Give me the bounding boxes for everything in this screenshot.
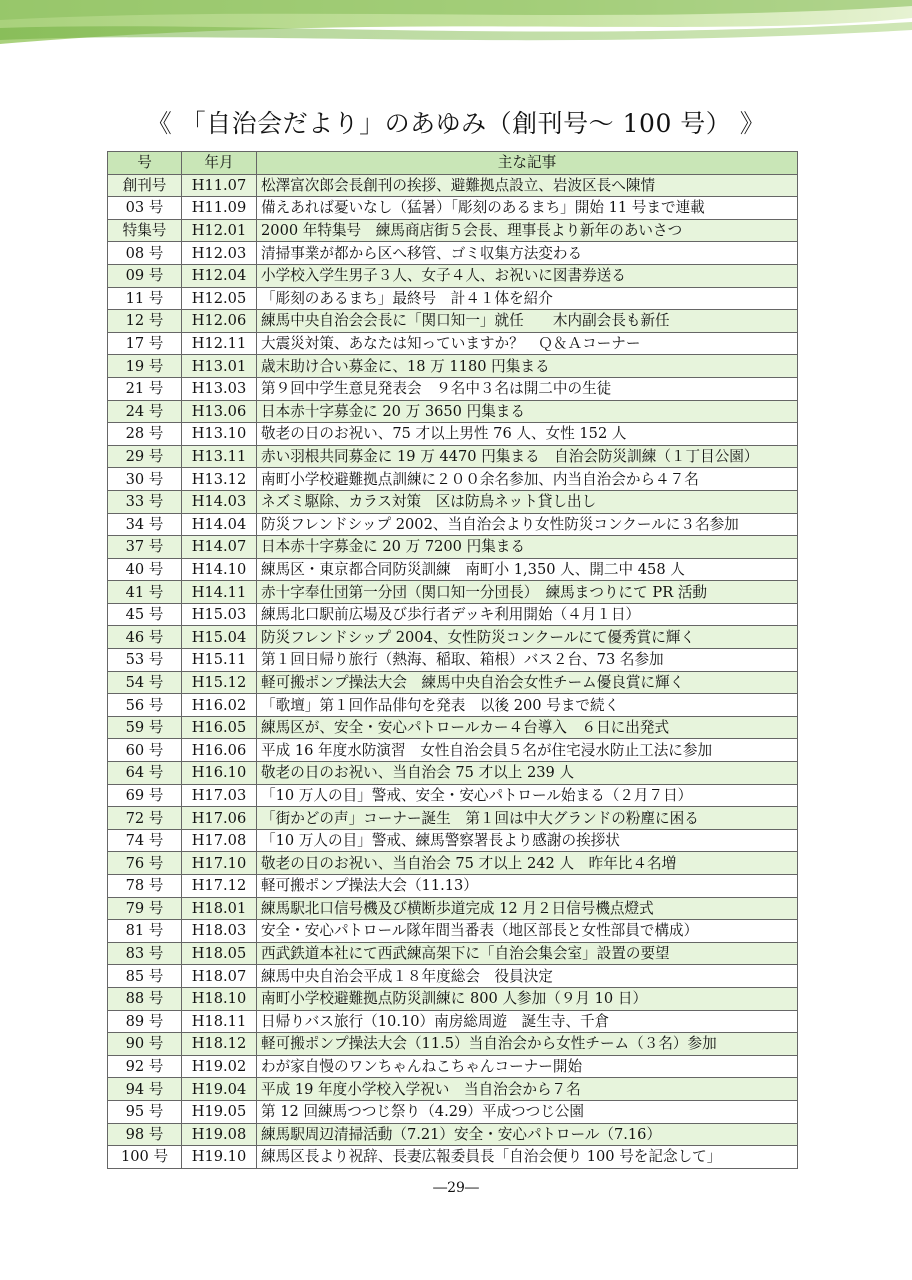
article-cell: 西武鉄道本社にて西武練高架下に「自治会集会室」設置の要望 — [257, 942, 798, 965]
date-cell: H12.11 — [182, 332, 257, 355]
issue-cell: 79 号 — [108, 897, 182, 920]
issue-cell: 88 号 — [108, 987, 182, 1010]
article-cell: わが家自慢のワンちゃんねこちゃんコーナー開始 — [257, 1055, 798, 1078]
date-cell: H14.10 — [182, 558, 257, 581]
table-row — [108, 897, 798, 920]
article-cell: 敬老の日のお祝い、当自治会 75 才以上 239 人 — [257, 762, 798, 785]
date-cell: H16.06 — [182, 739, 257, 762]
date-cell: H19.02 — [182, 1055, 257, 1078]
table-row — [108, 219, 798, 242]
issue-cell: 85 号 — [108, 965, 182, 988]
date-cell: H15.11 — [182, 649, 257, 672]
history-table — [107, 151, 798, 1169]
table-row — [108, 829, 798, 852]
article-cell: 小学校入学生男子３人、女子４人、お祝いに図書券送る — [257, 264, 798, 287]
date-cell: H19.04 — [182, 1078, 257, 1101]
article-cell: 敬老の日のお祝い、75 才以上男性 76 人、女性 152 人 — [257, 423, 798, 446]
table-row — [108, 332, 798, 355]
date-cell: H13.03 — [182, 377, 257, 400]
article-cell: 安全・安心パトロール隊年間当番表（地区部長と女性部員で構成） — [257, 920, 798, 943]
date-cell: H12.06 — [182, 310, 257, 333]
date-cell: H17.12 — [182, 875, 257, 898]
article-cell: 第９回中学生意見発表会 ９名中３名は開二中の生徒 — [257, 377, 798, 400]
table-row — [108, 987, 798, 1010]
article-cell: 練馬区・東京都合同防災訓練 南町小 1,350 人、開二中 458 人 — [257, 558, 798, 581]
table-row — [108, 603, 798, 626]
date-cell: H13.12 — [182, 468, 257, 491]
issue-cell: 41 号 — [108, 581, 182, 604]
date-cell: H12.04 — [182, 264, 257, 287]
issue-cell: 21 号 — [108, 377, 182, 400]
issue-cell: 100 号 — [108, 1146, 182, 1169]
date-cell: H18.07 — [182, 965, 257, 988]
article-cell: 「歌壇」第１回作品俳句を発表 以後 200 号まで続く — [257, 694, 798, 717]
issue-cell: 11 号 — [108, 287, 182, 310]
table-row — [108, 739, 798, 762]
table-row — [108, 762, 798, 785]
date-cell: H13.01 — [182, 355, 257, 378]
date-cell: H14.11 — [182, 581, 257, 604]
date-cell: H18.12 — [182, 1033, 257, 1056]
article-cell: 練馬駅周辺清掃活動（7.21）安全・安心パトロール（7.16） — [257, 1123, 798, 1146]
issue-cell: 54 号 — [108, 671, 182, 694]
article-cell: 「10 万人の目」警戒、安全・安心パトロール始まる（２月７日） — [257, 784, 798, 807]
table-row — [108, 264, 798, 287]
issue-cell: 34 号 — [108, 513, 182, 536]
article-cell: 日本赤十字募金に 20 万 7200 円集まる — [257, 536, 798, 559]
issue-cell: 28 号 — [108, 423, 182, 446]
page-number: ―29― — [433, 1180, 479, 1196]
table-row — [108, 468, 798, 491]
issue-cell: 53 号 — [108, 649, 182, 672]
column-header-issue: 号 — [108, 152, 182, 175]
issue-cell: 45 号 — [108, 603, 182, 626]
date-cell: H19.05 — [182, 1100, 257, 1123]
issue-cell: 37 号 — [108, 536, 182, 559]
table-row — [108, 694, 798, 717]
article-cell: 練馬区長より祝辞、長妻広報委員長「自治会便り 100 号を記念して」 — [257, 1146, 798, 1169]
date-cell: H12.03 — [182, 242, 257, 265]
article-cell: 清掃事業が都から区へ移管、ゴミ収集方法変わる — [257, 242, 798, 265]
article-cell: 軽可搬ポンプ操法大会（11.13） — [257, 875, 798, 898]
table-row — [108, 807, 798, 830]
article-cell: 「街かどの声」コーナー誕生 第１回は中大グランドの粉塵に困る — [257, 807, 798, 830]
issue-cell: 78 号 — [108, 875, 182, 898]
article-cell: 南町小学校避難拠点訓練に２００余名参加、内当自治会から４７名 — [257, 468, 798, 491]
table-row — [108, 1100, 798, 1123]
article-cell: 南町小学校避難拠点防災訓練に 800 人参加（９月 10 日） — [257, 987, 798, 1010]
issue-cell: 09 号 — [108, 264, 182, 287]
article-cell: 第 12 回練馬つつじ祭り（4.29）平成つつじ公園 — [257, 1100, 798, 1123]
table-row — [108, 875, 798, 898]
date-cell: H15.12 — [182, 671, 257, 694]
decorative-header-banner — [0, 0, 912, 60]
date-cell: H13.11 — [182, 445, 257, 468]
table-row — [108, 1055, 798, 1078]
table-row — [108, 671, 798, 694]
article-cell: 赤十字奉仕団第一分団（関口知一分団長） 練馬まつりにて PR 活動 — [257, 581, 798, 604]
table-row — [108, 490, 798, 513]
article-cell: 防災フレンドシップ 2004、女性防災コンクールにて優秀賞に輝く — [257, 626, 798, 649]
table-row — [108, 649, 798, 672]
article-cell: 日帰りバス旅行（10.10）南房総周遊 誕生寺、千倉 — [257, 1010, 798, 1033]
table-row — [108, 310, 798, 333]
table-row — [108, 287, 798, 310]
table-row — [108, 852, 798, 875]
date-cell: H16.05 — [182, 716, 257, 739]
article-cell: 練馬北口駅前広場及び歩行者デッキ利用開始（４月１日） — [257, 603, 798, 626]
article-cell: 練馬中央自治会会長に「関口知一」就任 木内副会長も新任 — [257, 310, 798, 333]
issue-cell: 90 号 — [108, 1033, 182, 1056]
date-cell: H15.03 — [182, 603, 257, 626]
article-cell: 平成 19 年度小学校入学祝い 当自治会から７名 — [257, 1078, 798, 1101]
date-cell: H16.02 — [182, 694, 257, 717]
table-row — [108, 920, 798, 943]
article-cell: 「彫刻のあるまち」最終号 計４１体を紹介 — [257, 287, 798, 310]
issue-cell: 46 号 — [108, 626, 182, 649]
table-header-row — [108, 152, 798, 175]
table-row — [108, 536, 798, 559]
date-cell: H18.10 — [182, 987, 257, 1010]
table-row — [108, 242, 798, 265]
article-cell: 敬老の日のお祝い、当自治会 75 才以上 242 人 昨年比４名増 — [257, 852, 798, 875]
article-cell: 平成 16 年度水防演習 女性自治会員５名が住宅浸水防止工法に参加 — [257, 739, 798, 762]
table-row — [108, 423, 798, 446]
issue-cell: 24 号 — [108, 400, 182, 423]
table-row — [108, 626, 798, 649]
table-row — [108, 1010, 798, 1033]
table-row — [108, 784, 798, 807]
article-cell: 防災フレンドシップ 2002、当自治会より女性防災コンクールに３名参加 — [257, 513, 798, 536]
date-cell: H18.01 — [182, 897, 257, 920]
article-cell: ネズミ駆除、カラス対策 区は防鳥ネット貸し出し — [257, 490, 798, 513]
table-row — [108, 197, 798, 220]
date-cell: H13.06 — [182, 400, 257, 423]
issue-cell: 08 号 — [108, 242, 182, 265]
column-header-date: 年月 — [182, 152, 257, 175]
table-row — [108, 377, 798, 400]
article-cell: 第１回日帰り旅行（熱海、稲取、箱根）バス２台、73 名参加 — [257, 649, 798, 672]
column-header-article: 主な記事 — [257, 152, 798, 175]
date-cell: H17.08 — [182, 829, 257, 852]
issue-cell: 12 号 — [108, 310, 182, 333]
date-cell: H14.07 — [182, 536, 257, 559]
issue-cell: 30 号 — [108, 468, 182, 491]
issue-cell: 19 号 — [108, 355, 182, 378]
table-row — [108, 400, 798, 423]
table-row — [108, 965, 798, 988]
issue-cell: 74 号 — [108, 829, 182, 852]
date-cell: H12.01 — [182, 219, 257, 242]
date-cell: H19.08 — [182, 1123, 257, 1146]
issue-cell: 59 号 — [108, 716, 182, 739]
table-row — [108, 1146, 798, 1169]
date-cell: H11.07 — [182, 174, 257, 197]
date-cell: H18.05 — [182, 942, 257, 965]
article-cell: 大震災対策、あなたは知っていますか？ Ｑ＆Ａコーナー — [257, 332, 798, 355]
issue-cell: 17 号 — [108, 332, 182, 355]
article-cell: 歳末助け合い募金に、18 万 1180 円集まる — [257, 355, 798, 378]
issue-cell: 81 号 — [108, 920, 182, 943]
issue-cell: 83 号 — [108, 942, 182, 965]
date-cell: H16.10 — [182, 762, 257, 785]
date-cell: H19.10 — [182, 1146, 257, 1169]
date-cell: H17.06 — [182, 807, 257, 830]
date-cell: H14.03 — [182, 490, 257, 513]
issue-cell: 60 号 — [108, 739, 182, 762]
table-row — [108, 355, 798, 378]
issue-cell: 89 号 — [108, 1010, 182, 1033]
article-cell: 松澤富次郎会長創刊の挨拶、避難拠点設立、岩波区長へ陳情 — [257, 174, 798, 197]
date-cell: H12.05 — [182, 287, 257, 310]
table-row — [108, 445, 798, 468]
table-row — [108, 1033, 798, 1056]
date-cell: H18.11 — [182, 1010, 257, 1033]
article-cell: 練馬中央自治会平成１８年度総会 役員決定 — [257, 965, 798, 988]
issue-cell: 56 号 — [108, 694, 182, 717]
article-cell: 軽可搬ポンプ操法大会 練馬中央自治会女性チーム優良賞に輝く — [257, 671, 798, 694]
article-cell: 赤い羽根共同募金に 19 万 4470 円集まる 自治会防災訓練（１丁目公園） — [257, 445, 798, 468]
issue-cell: 92 号 — [108, 1055, 182, 1078]
issue-cell: 創刊号 — [108, 174, 182, 197]
article-cell: 備えあれば憂いなし（猛暑）「彫刻のあるまち」開始 11 号まで連載 — [257, 197, 798, 220]
table-row — [108, 581, 798, 604]
issue-cell: 03 号 — [108, 197, 182, 220]
table-row — [108, 558, 798, 581]
date-cell: H15.04 — [182, 626, 257, 649]
table-row — [108, 942, 798, 965]
article-cell: 軽可搬ポンプ操法大会（11.5）当自治会から女性チーム（３名）参加 — [257, 1033, 798, 1056]
table-row — [108, 174, 798, 197]
table-row — [108, 513, 798, 536]
issue-cell: 98 号 — [108, 1123, 182, 1146]
table-row — [108, 1123, 798, 1146]
issue-cell: 40 号 — [108, 558, 182, 581]
date-cell: H13.10 — [182, 423, 257, 446]
date-cell: H14.04 — [182, 513, 257, 536]
table-row — [108, 716, 798, 739]
article-cell: 日本赤十字募金に 20 万 3650 円集まる — [257, 400, 798, 423]
article-cell: 練馬駅北口信号機及び横断歩道完成 12 月２日信号機点燈式 — [257, 897, 798, 920]
page-title: 《 「自治会だより」のあゆみ（創刊号～ 100 号） 》 — [146, 109, 766, 138]
article-cell: 2000 年特集号 練馬商店街５会長、理事長より新年のあいさつ — [257, 219, 798, 242]
article-cell: 練馬区が、安全・安心パトロールカー４台導入 ６日に出発式 — [257, 716, 798, 739]
issue-cell: 76 号 — [108, 852, 182, 875]
article-cell: 「10 万人の目」警戒、練馬警察署長より感謝の挨拶状 — [257, 829, 798, 852]
issue-cell: 95 号 — [108, 1100, 182, 1123]
issue-cell: 64 号 — [108, 762, 182, 785]
issue-cell: 69 号 — [108, 784, 182, 807]
date-cell: H18.03 — [182, 920, 257, 943]
issue-cell: 特集号 — [108, 219, 182, 242]
issue-cell: 72 号 — [108, 807, 182, 830]
date-cell: H11.09 — [182, 197, 257, 220]
issue-cell: 33 号 — [108, 490, 182, 513]
issue-cell: 29 号 — [108, 445, 182, 468]
issue-cell: 94 号 — [108, 1078, 182, 1101]
table-row — [108, 1078, 798, 1101]
date-cell: H17.10 — [182, 852, 257, 875]
date-cell: H17.03 — [182, 784, 257, 807]
